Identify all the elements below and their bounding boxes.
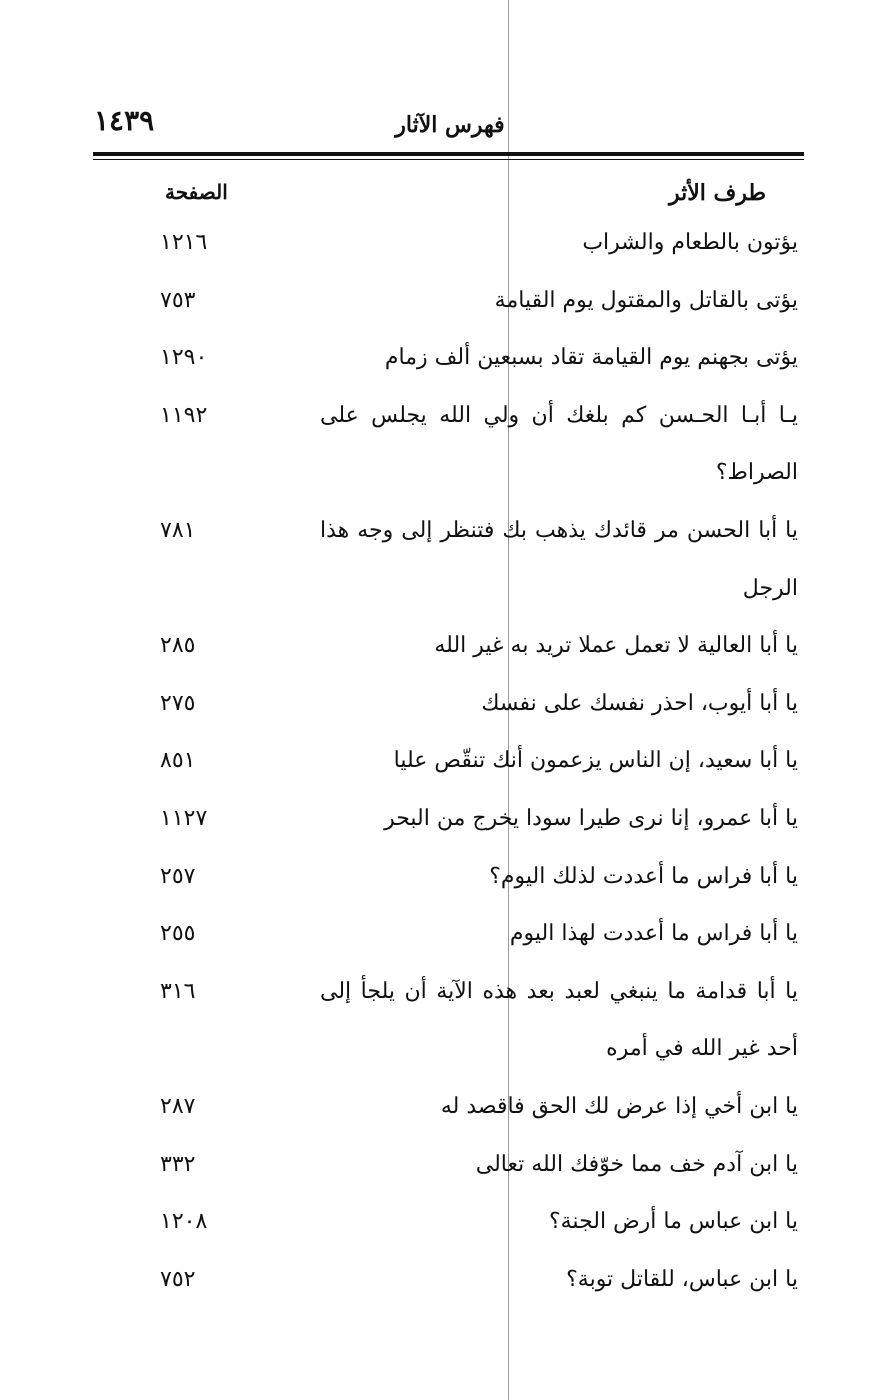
entry-text: يا ابن آدم خف مما خوّفك الله تعالى <box>475 1151 798 1177</box>
index-entry <box>90 1193 810 1251</box>
entry-page-number: ١١٢٧ <box>160 805 208 831</box>
index-entry <box>90 272 810 330</box>
entry-page-number: ١١٩٢ <box>160 402 208 428</box>
index-entry <box>90 963 810 1078</box>
entry-page-number: ٢٥٥ <box>160 921 196 947</box>
page-number: ١٤٣٩ <box>94 104 155 137</box>
entry-text: يؤتى بجهنم يوم القيامة تقاد بسبعين ألف زمام <box>384 345 798 371</box>
entry-text: يا ابن عباس ما أرض الجنة؟ <box>548 1209 798 1235</box>
entry-text: يا أبا قدامة ما ينبغي لعبد بعد هذه الآية أن يلجأ إلى أحد غير الله في أمره <box>320 978 798 1062</box>
index-entry <box>90 732 810 790</box>
entry-page-number: ٢٨٧ <box>160 1093 196 1119</box>
index-entry <box>90 1251 810 1309</box>
entry-text: يا أبا العالية لا تعمل عملا تريد به غير الله <box>434 633 798 659</box>
entry-text: يا أبا أيوب، احذر نفسك على نفسك <box>481 690 798 716</box>
entry-page-number: ١٢١٦ <box>160 230 208 255</box>
entry-text: يا أبا عمرو، إنا نرى طيرا سودا يخرج من البحر <box>384 805 798 831</box>
index-entry <box>90 1078 810 1136</box>
entry-text: يا أبا سعيد، إن الناس يزعمون أنك تنقّص عليا <box>393 748 798 774</box>
entry-text: يا أبا الحسن مر قائدك يذهب بك فتنظر إلى وجه هذا الرجل <box>320 517 798 601</box>
entry-page-number: ٢٥٧ <box>160 863 196 889</box>
header-rule-thin <box>93 159 804 160</box>
index-entry <box>90 329 810 387</box>
entry-page-number: ٢٨٥ <box>160 633 196 659</box>
entry-page-number: ٣١٦ <box>160 978 196 1004</box>
entry-text: يا ابن أخي إذا عرض لك الحق فاقصد له <box>440 1093 798 1119</box>
index-entry <box>90 617 810 675</box>
index-entry <box>90 905 810 963</box>
entry-page-number: ١٢٠٨ <box>160 1209 208 1235</box>
entry-page-number: ٧٥٣ <box>160 287 196 313</box>
entry-text: يـا أبـا الحـسن كم بلغك أن ولي الله يجلس على الصراط؟ <box>320 402 798 486</box>
column-heading-page: الصفحة <box>165 180 228 204</box>
entry-page-number: ٧٨١ <box>160 517 196 543</box>
entry-page-number: ١٢٩٠ <box>160 345 208 371</box>
index-entries <box>90 214 810 1308</box>
entry-page-number: ٧٥٢ <box>160 1266 196 1292</box>
entry-text: يؤتون بالطعام والشراب <box>582 230 798 255</box>
entry-text: يؤتى بالقاتل والمقتول يوم القيامة <box>494 287 798 313</box>
entry-page-number: ٨٥١ <box>160 748 196 774</box>
entry-page-number: ٢٧٥ <box>160 690 196 716</box>
entry-text: يا ابن عباس، للقاتل توبة؟ <box>566 1266 798 1292</box>
index-entry <box>90 848 810 906</box>
index-entry <box>90 790 810 848</box>
entry-text: يا أبا فراس ما أعددت لهذا اليوم <box>509 921 798 947</box>
index-entry <box>90 502 810 617</box>
index-entry <box>90 1136 810 1194</box>
running-title: فهرس الآثار <box>395 112 505 138</box>
header-rule-thick <box>93 152 804 156</box>
entry-page-number: ٣٣٢ <box>160 1151 196 1177</box>
index-entry <box>90 214 810 272</box>
index-entry <box>90 675 810 733</box>
entry-text: يا أبا فراس ما أعددت لذلك اليوم؟ <box>489 863 798 889</box>
column-heading-text: طرف الأثر <box>668 180 766 206</box>
index-entry <box>90 387 810 502</box>
